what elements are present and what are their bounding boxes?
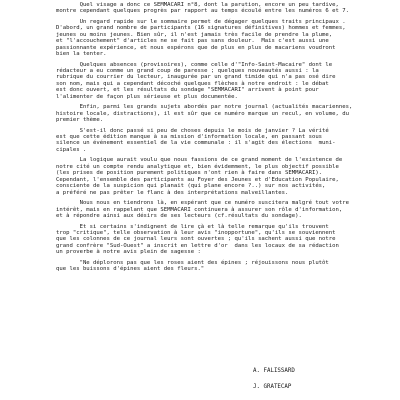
- text-line: est donc ouvert, et les résultats du sondage "SEMMACARI" arrivent à point pour: [56, 87, 319, 94]
- text-line: passionnante expérience, et nous espérons que de plus en plus de macariens voudront: [56, 44, 336, 51]
- text-line: que les colonnes de ce journal leurs sont ouvertes ; qu'ils sachent aussi que notre: [56, 236, 336, 243]
- text-line: (les prises de position purement politiques n'ont rien à faire dans SEMMACARI).: [56, 170, 323, 177]
- text-line: rédacteur a eu comme un grand coup de paresse ; quelques nouveautés aussi : la: [56, 68, 319, 75]
- signature-gratecap: J. GRATECAP: [253, 384, 292, 390]
- text-line: D'abord, un grand nombre de participants (16 signatures définitives) hommes et femmes,: [56, 25, 346, 32]
- text-line: consciente de la suspicion qui planait (qui plane encore ?..) sur nos activités,: [56, 183, 326, 190]
- text-line: Nous nous en tiendrons là, en espérant que ce numéro suscitera malgré tout votre: [56, 200, 349, 207]
- text-line: premier thème.: [56, 117, 104, 124]
- article-body: [56, 2, 366, 273]
- text-line: montre cependant quelques progrès par rapport au temps écoulé entre les numéros 6 et 7.: [56, 8, 349, 15]
- text-line: grand confrère "Sud-Ouest" a inscrit en lettre d'or dans les locaux de sa rédaction: [56, 242, 339, 249]
- text-line: un proverbe à notre avis plein de sagesse :: [56, 249, 201, 256]
- text-line: Quel visage a donc ce SEMMACARI n°8, dont la parution, encore un peu tardive,: [56, 2, 339, 8]
- text-line: bien la tenter.: [56, 51, 107, 58]
- paragraph: [56, 128, 366, 154]
- paragraph: [56, 157, 366, 195]
- text-line: Un regard rapide sur le sommaire permet de dégager quelques traits principaux .: [56, 19, 346, 25]
- text-line: "Ne déplorons pas que les roses aient des épines ; réjouissons nous plutôt: [56, 259, 329, 266]
- text-line: silence un événement essentiel de la vie communale : il s'agit des élections muni-: [56, 140, 336, 147]
- text-line: histoire locale, distractions), il est sûr que ce numéro marque un recul, en volume, du: [56, 110, 349, 117]
- text-line: La logique aurait voulu que nous fassions de ce grand moment de l'existence de: [56, 157, 343, 164]
- text-line: cipales .: [56, 146, 87, 153]
- text-line: et à répondre ainsi aux désirs de ses lecteurs (cf.résultats du sondage).: [56, 212, 302, 219]
- paragraph: [56, 104, 366, 123]
- text-line: son nom, mais qui a cependant décoché quelques flèches à notre endroit : le débat: [56, 80, 329, 87]
- text-line: S'est-il donc passé si peu de choses depuis le mois de janvier ? La vérité: [56, 127, 329, 134]
- text-line: Quelques absences (provisoires), comme celle d'"Info-Saint-Macaire" dont le: [56, 61, 333, 68]
- text-line: Et si certains s'indignent de lire çà et là telle remarque qu'ils trouvent: [56, 223, 329, 230]
- text-line: et "l'accouchement" d'articles ne se fait pas sans douleur. Mais c'est aussi une: [56, 38, 329, 45]
- paragraph: [56, 19, 366, 57]
- text-line: rubrique du courrier du lecteur, inaugurée par un grand timide qui n'a pas osé dire: [56, 74, 336, 81]
- text-line: a préféré ne pas prêter le flanc à des interprétations malveillantes.: [56, 189, 289, 196]
- text-line: jeunes ou moins jeunes. Bien sûr, il n'est jamais très facile de prendre la plume,: [56, 31, 333, 38]
- text-line: intérêt, mais en rappelant que SEMMACARI continuera à assurer son rôle d'information,: [56, 206, 343, 213]
- paragraph: [56, 2, 366, 15]
- text-line: Cependant, l'ensemble des participants au Foyer des Jeunes et d'Education Populaire,: [56, 176, 339, 183]
- text-line: notre cité un compte rendu analytique et, bien évidemment, le plus objectif possible: [56, 163, 339, 170]
- paragraph: [56, 260, 366, 273]
- text-line: l'alimenter de façon plus sérieuse et plus documentée.: [56, 93, 238, 100]
- paragraph: [56, 224, 366, 256]
- text-line: Enfin, parmi les grands sujets abordés par notre journal (actualités macariennes,: [56, 104, 353, 111]
- paragraph: [56, 62, 366, 100]
- paragraph: [56, 200, 366, 219]
- text-line: est que cette édition manque à sa mission d'information locale, en passant sous: [56, 134, 323, 141]
- text-line: que les buissons d'épines aient des fleurs.": [56, 266, 205, 273]
- text-line: trop "critique", telle observation à leur avis "inopportune", qu'ils se souviennent: [56, 229, 336, 236]
- signature-falissard: A. FALISSARD: [253, 368, 295, 374]
